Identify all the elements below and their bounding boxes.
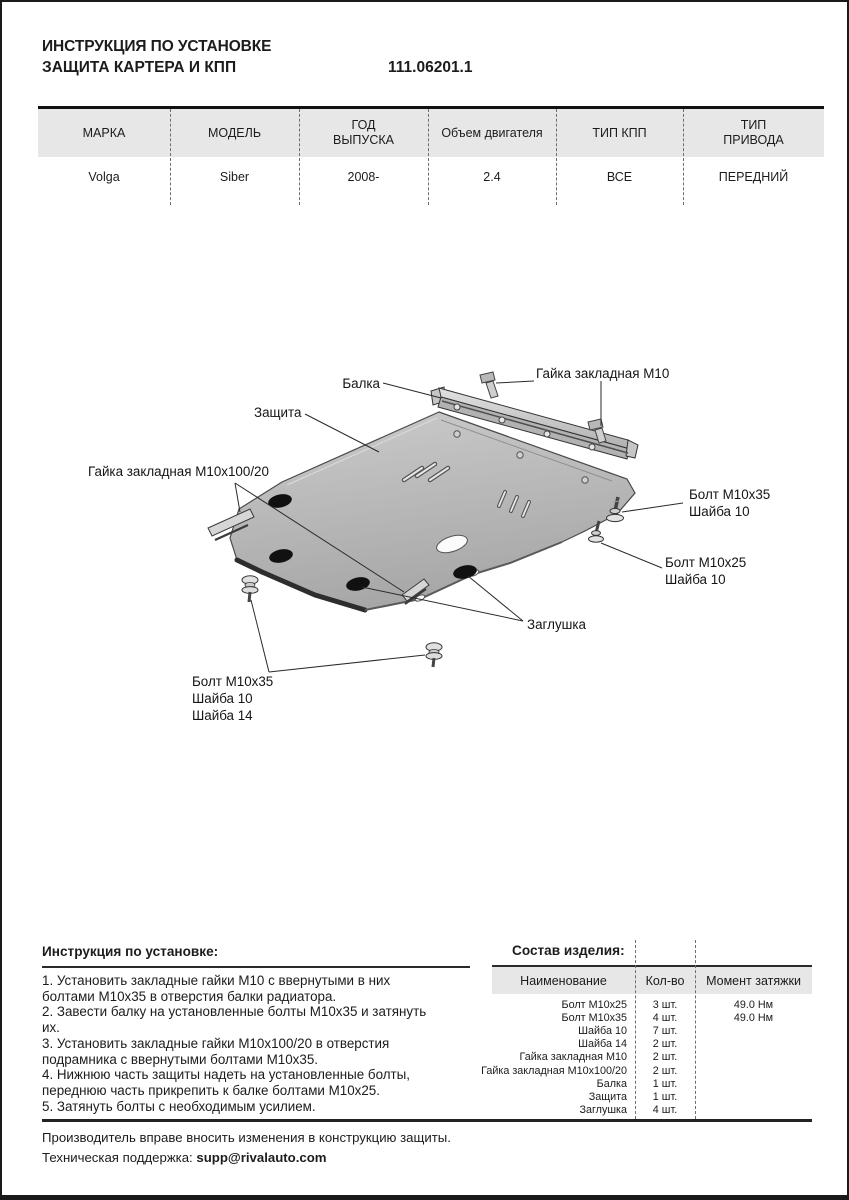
parts-row: Защита 1 шт. xyxy=(588,1090,678,1103)
parts-table-divider xyxy=(635,940,636,1119)
parts-col-qty: Кол-во xyxy=(645,973,685,988)
exploded-view-diagram xyxy=(52,352,812,742)
vehicle-table xyxy=(38,106,824,197)
label-bolt-m10x35-bottom: Болт М10х35 xyxy=(192,674,274,689)
instruction-line: 5. Затянуть болты с необходимым усилием. xyxy=(42,1098,316,1114)
label-washer-10-right: Шайба 10 xyxy=(689,504,750,519)
parts-table-header xyxy=(492,967,812,994)
vehicle-table-divider xyxy=(428,109,429,205)
bolt-hole xyxy=(582,477,588,483)
label-bolt-m10x25-right: Болт М10х25 xyxy=(665,555,747,570)
vehicle-drive: ПЕРЕДНИЙ xyxy=(718,169,789,184)
label-embedded-nut-m10x100: Гайка закладная М10х100/20 xyxy=(88,464,269,479)
vehicle-col-gearbox: ТИП КПП xyxy=(556,109,683,157)
bolt-hole xyxy=(517,452,523,458)
vehicle-year: 2008- xyxy=(347,169,380,184)
instruction-line: их. xyxy=(42,1020,60,1036)
vehicle-col-marka: МАРКА xyxy=(38,109,170,157)
parts-row: Шайба 10 7 шт. xyxy=(578,1024,678,1037)
instruction-line: 1. Установить закладные гайки М10 с ввернутыми в них xyxy=(42,973,391,988)
vehicle-col-model: МОДЕЛЬ xyxy=(170,109,299,157)
product-title: ЗАЩИТА КАРТЕРА И КПП xyxy=(42,59,237,76)
instructions-title: Инструкция по установке: xyxy=(42,944,219,959)
bottom-rule xyxy=(42,1119,812,1122)
instruction-line: 4. Нижнюю часть защиты надеть на установленные болты, xyxy=(42,1067,411,1083)
parts-title: Состав изделия: xyxy=(512,943,625,958)
parts-row: Гайка закладная М10х100/20 2 шт. xyxy=(481,1064,678,1077)
parts-row: Шайба 14 2 шт. xyxy=(578,1038,678,1051)
bolt-hole xyxy=(454,431,460,437)
label-washer-14-bottom: Шайба 14 xyxy=(192,708,253,723)
vehicle-engine: 2.4 xyxy=(483,169,501,184)
label-shield: Защита xyxy=(254,405,302,420)
bolt-m10x35-bottom-mid-icon xyxy=(426,643,442,667)
parts-row: Балка 1 шт. xyxy=(596,1077,678,1090)
instruction-line: подрамника с ввернутыми болтами М10х35. xyxy=(42,1051,318,1067)
parts-row: Гайка закладная М10 2 шт. xyxy=(519,1051,678,1064)
vehicle-table-divider xyxy=(299,109,300,205)
footer-note: Производитель вправе вносить изменения в конструкцию защиты. xyxy=(42,1130,451,1145)
vehicle-table-divider xyxy=(683,109,684,205)
bolt-m10x35-bottom-left-icon xyxy=(242,576,258,602)
instructions-steps xyxy=(42,973,487,1114)
parts-table-rows xyxy=(472,998,812,1117)
vehicle-gearbox: ВСЕ xyxy=(606,169,633,184)
vehicle-table-divider xyxy=(170,109,171,205)
label-embedded-nut-m10: Гайка закладная М10 xyxy=(536,366,670,381)
parts-table-divider xyxy=(695,940,696,1119)
vehicle-col-drive: ТИП ПРИВОДА xyxy=(683,109,824,157)
instruction-line: 2. Завести балку на установленные болты М10х35 и затянуть xyxy=(42,1004,427,1020)
vehicle-table-divider xyxy=(556,109,557,205)
vehicle-col-engine: Объем двигателя xyxy=(428,109,556,157)
vehicle-model: Siber xyxy=(219,169,250,184)
part-number: 111.06201.1 xyxy=(388,59,473,76)
support-label: Техническая поддержка: xyxy=(42,1150,193,1165)
parts-row: Заглушка 4 шт. xyxy=(579,1104,678,1117)
label-washer-10-bottom: Шайба 10 xyxy=(192,691,253,706)
parts-col-torque: Момент затяжки xyxy=(706,973,801,988)
parts-row: Болт М10х25 3 шт. 49.0 Нм xyxy=(561,998,774,1011)
parts-row: Болт М10х35 4 шт. 49.0 Нм xyxy=(561,1011,774,1024)
label-plug: Заглушка xyxy=(527,617,586,632)
instructions-rule xyxy=(42,966,470,968)
label-beam: Балка xyxy=(342,376,380,391)
vehicle-table-value-row xyxy=(38,157,824,197)
instruction-line: 3. Установить закладные гайки М10х100/20 в отверстия xyxy=(42,1035,390,1051)
label-bolt-m10x35-right: Болт М10х35 xyxy=(689,487,771,502)
footer-support xyxy=(42,1150,327,1165)
instruction-line: переднюю часть прикрепить к балке болтами М10х25. xyxy=(42,1082,380,1098)
instruction-line: болтами М10х35 в отверстия балки радиатора. xyxy=(42,988,337,1004)
support-email: supp@rivalauto.com xyxy=(196,1150,327,1165)
doc-type-title: ИНСТРУКЦИЯ ПО УСТАНОВКЕ xyxy=(42,38,272,55)
parts-col-name: Наименование xyxy=(520,973,607,988)
label-washer-10-right2: Шайба 10 xyxy=(665,572,726,587)
vehicle-make: Volga xyxy=(88,169,120,184)
vehicle-col-year: ГОД ВЫПУСКА xyxy=(299,109,428,157)
embedded-nut-m10-left xyxy=(480,372,498,398)
vehicle-table-header-row xyxy=(38,109,824,157)
